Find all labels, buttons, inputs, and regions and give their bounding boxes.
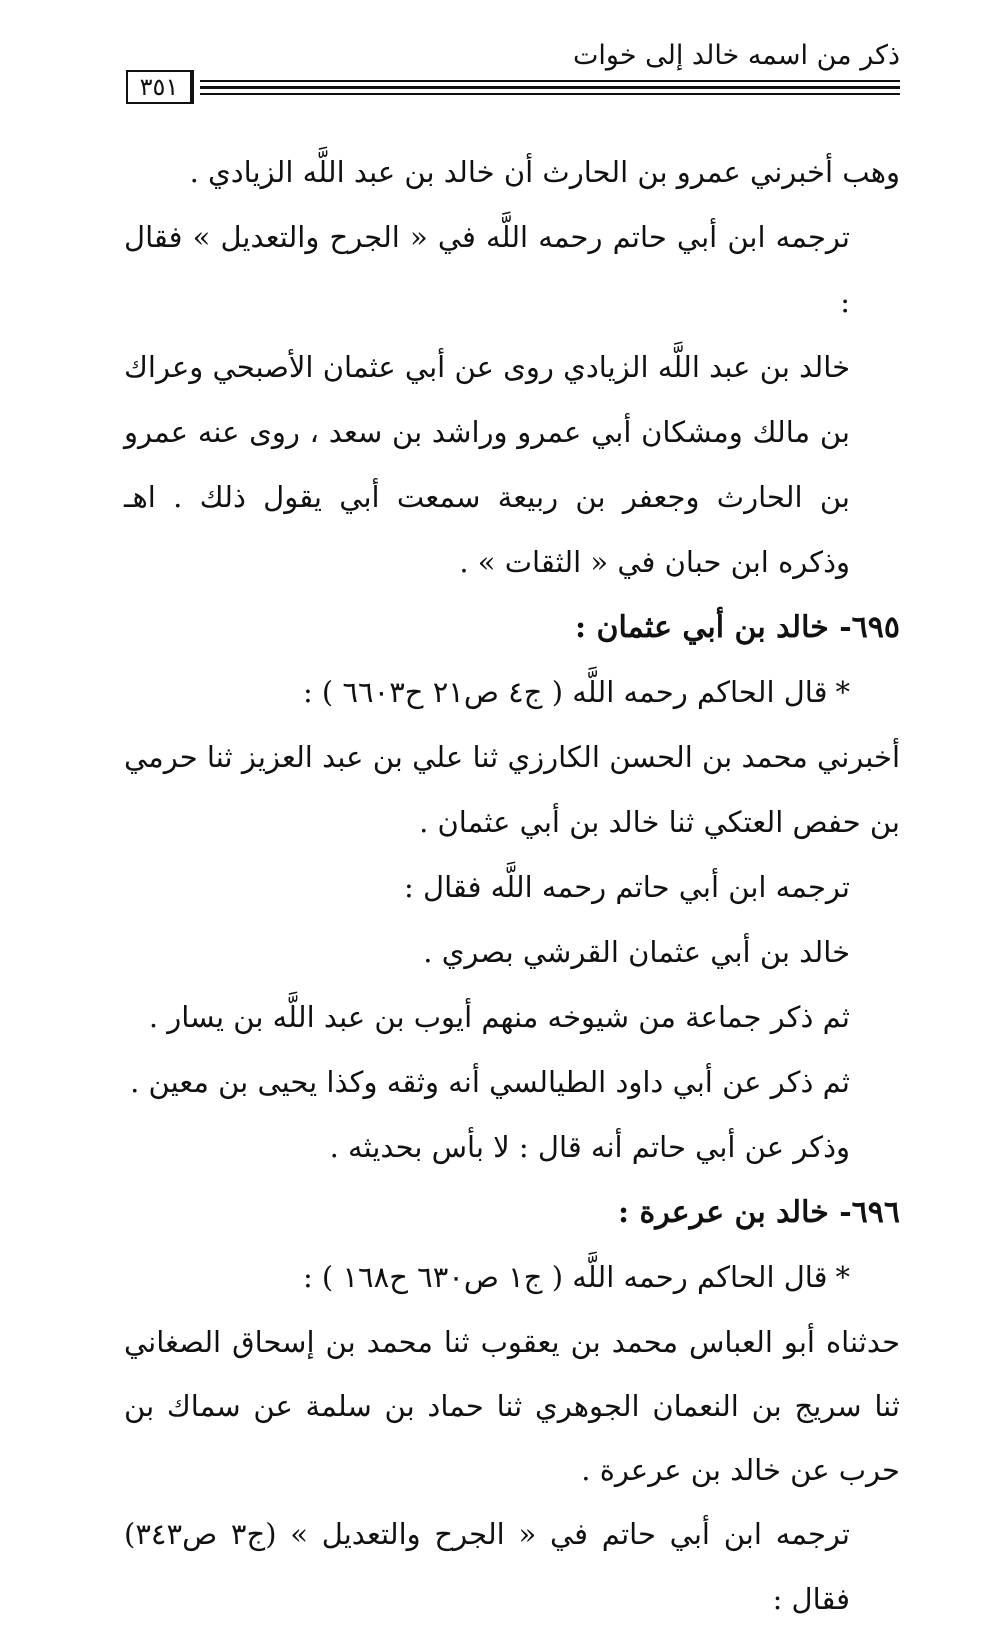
citation-text: قال الحاكم رحمه اللَّه ( ج١ ص٦٣٠ ح١٦٨ ) :	[302, 1260, 828, 1294]
asterisk-icon: *	[835, 1260, 850, 1294]
header-rule	[200, 80, 900, 82]
paragraph: ترجمه ابن أبي حاتم رحمه اللَّه فقال :	[404, 870, 850, 904]
paragraph: أخبرني محمد بن الحسن الكارزي ثنا علي بن عبد العزيز ثنا حرمي بن حفص العتكي ثنا خالد بن أبي عثمان .	[124, 740, 900, 839]
paragraph: ثم ذكر جماعة من شيوخه منهم أيوب بن عبد اللَّه بن يسار .	[148, 1000, 850, 1034]
header-rule	[200, 93, 900, 95]
paragraph: خالد بن أبي عثمان القرشي بصري .	[423, 935, 850, 969]
header-rule	[200, 86, 900, 89]
running-title: ذكر من اسمه خالد إلى خوات	[572, 40, 900, 71]
paragraph: حدثناه أبو العباس محمد بن يعقوب ثنا محمد بن إسحاق الصغاني ثنا سريج بن النعمان الجوهري ثنا حماد بن سلمة عن سماك بن حرب عن خالد بن عرعرة .	[124, 1325, 900, 1487]
citation-line	[124, 660, 900, 725]
page-body	[124, 140, 900, 1632]
entry-heading: ٦٩٥- خالد بن أبي عثمان :	[574, 610, 900, 645]
citation-text: قال الحاكم رحمه اللَّه ( ج٤ ص٢١ ح٦٦٠٣ ) :	[302, 675, 828, 709]
paragraph: ترجمه ابن أبي حاتم رحمه اللَّه في « الجرح والتعديل » فقال :	[124, 220, 850, 319]
paragraph: خالد بن عبد اللَّه الزيادي روى عن أبي عثمان الأصبحي وعراك بن مالك ومشكان أبي عمرو وراشد بن سعد ، روى عنه عمرو بن الحارث وجعفر بن ربيعة سمعت أبي يقول ذلك . اهـ وذكره ابن حبان في « الثقات » .	[124, 350, 850, 579]
asterisk-icon: *	[835, 675, 850, 709]
paragraph: ترجمه ابن أبي حاتم في « الجرح والتعديل » (ج٣ ص٣٤٣) فقال :	[124, 1517, 851, 1616]
page-number: ٣٥١	[126, 70, 194, 104]
paragraph: ثم ذكر عن أبي داود الطيالسي أنه وثقه وكذا يحيى بن معين .	[130, 1065, 850, 1099]
paragraph: وذكر عن أبي حاتم أنه قال : لا بأس بحديثه .	[329, 1130, 850, 1164]
citation-line	[124, 1245, 900, 1310]
entry-heading: ٦٩٦- خالد بن عرعرة :	[617, 1195, 900, 1230]
paragraph: وهب أخبرني عمرو بن الحارث أن خالد بن عبد اللَّه الزيادي .	[189, 155, 900, 189]
